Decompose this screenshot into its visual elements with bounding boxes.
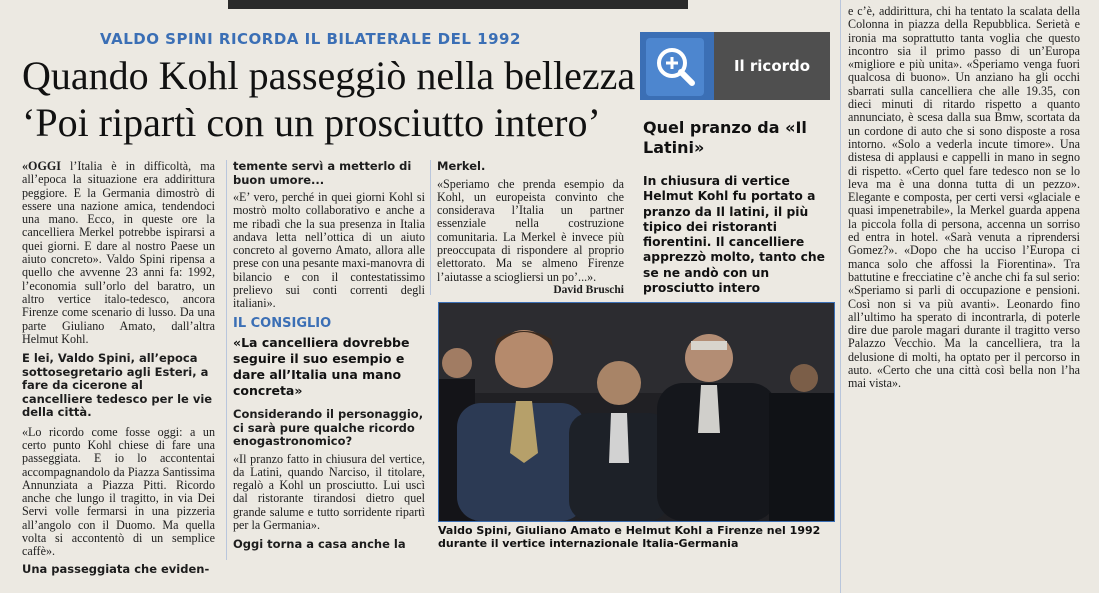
interview-question: Una passeggiata che eviden- [22,561,210,576]
ricordo-text: In chiusura di vertice Helmut Kohl fu portato a pranzo da Il latini, il più tipico dei ristoranti fiorentini. Il cancelliere apprezzò molto, tanto che se ne andò con un prosciutto intero [643,174,826,296]
headline-line-1: Quando Kohl passeggiò nella bellezza [22,53,636,98]
column-divider [430,160,431,295]
consiglio-quote: «La cancelliera dovrebbe seguire il suo esempio e dare all’Italia una mano concreta» [233,335,410,398]
interview-question: E lei, Valdo Spini, all’epoca sottosegretario agli Esteri, a fare da cicerone al cancelliere tedesco per le vie della città. [22,351,213,420]
article-column-3 [437,160,624,297]
interview-question: Merkel. [437,159,486,173]
column-divider [226,160,227,560]
article-column-5 [848,5,1080,391]
news-photo [438,302,835,522]
byline: David Bruschi [553,283,624,296]
lead-word: «OGGI [22,159,61,173]
paragraph: «Lo ricordo come fosse oggi: a un certo punto Kohl chiese di fare una passeggiata. E io lo accontentai accompagnandolo da Piazza Santissima Annunziata a Piazza Pitti. Ricordo anche che lungo il tragitto, in via Dei Servi volle fermarsi in una pizzeria all’angolo con il Duomo. Ma quella volta si accontentò di un semplice caffè». [22,424,215,559]
article-column-2-bottom [233,408,425,552]
interview-question: temente servì a metterlo di buon umore... [233,159,412,187]
article-column-1 [22,160,215,576]
interview-question: Oggi torna a casa anche la [233,537,406,552]
zoom-in-icon [646,38,704,96]
paragraph: «E’ vero, perché in quei giorni Kohl si mostrò molto collaborativo e anche a me ribadì che la sua presenza in Italia andava letta nell’ottica di un aiuto concreto al governo Amato, allora alle prese con una pesante maxi-manovra di bilancio e con il contestatissimo prelievo sui conti correnti degli italiani». [233,190,425,311]
interview-question: Considerando il personaggio, ci sarà pure qualche ricordo enogastronomico? [233,407,424,448]
kicker: VALDO SPINI RICORDA IL BILATERALE DEL 1992 [100,30,521,48]
headline-line-2: ‘Poi ripartì con un prosciutto intero’ [22,100,601,145]
caption-line-2: durante il vertice internazionale Italia-Germania [438,537,739,550]
column-divider [840,0,841,593]
ricordo-title: Quel pranzo da «Il Latini» [643,118,807,157]
ricordo-label: Il ricordo [714,32,830,100]
article-column-2 [233,160,425,311]
paragraph: e c’è, addirittura, chi ha tentato la scalata della Colonna in piazza della Repubblica. Serietà e ironia ma soprattutto tanta voglia che questo incontro sia il primo passo di un’Europa «migliore e più unita». «Speriamo venga fuori qualcosa di buono». Un anziano ha gli occhi sbarrati sulla cancelliera che alle 19.35, con dieci minuti di ritardo rispetto a quanto annunciato, è scesa dalla sua Bmw, scortata da un cordone di auto che si sono disposte a rosa intorno. «Solo a vederla incute timore». Una distesa di applausi e cappelli in mano in segno di rispetto. «Certo quel fare tedesco non se lo leva ma è una donna tutta di un pezzo». Elegante e composta, per certi versi «glaciale e quasi impenetrabile», la Merkel guarda appena la piccola folla di persona, accenna un sorriso ed entra in hotel. «Sarà venuta a riprendersi Gomez?». «Dopo che ha ucciso l’Europa ci manca solo che affossi la Fiorentina». Tra battutine e frecciatine c’è anche chi fa sul serio: «Speriamo si parli di occupazione e pensioni. Così non si va più avanti». Leonardo fino all’ultimo ha sperato di incontrarla, di poterle dire due parole magari durante il tragitto verso Palazzo Vecchio. Ma la cancelliera, tra la delusione di molti, ha optato per il percorso in auto. «Certo che una città così bella non l’ha mai vista». [848,4,1080,391]
headline [22,52,636,146]
consiglio-box [233,316,425,399]
caption-line-1: Valdo Spini, Giuliano Amato e Helmut Kohl a Firenze nel 1992 [438,524,821,537]
paragraph [22,160,215,346]
paragraph: «Speriamo che prenda esempio da Kohl, un europeista convinto che considerava l’Italia un partner essenziale nella costruzione comunitaria. La Merkel è invece più preoccupata di rispondere al proprio elettorato. Ma se almeno Firenze l’aiutasse a sciogliersi un po’...». [437,176,624,284]
consiglio-label: IL CONSIGLIO [233,316,332,331]
paragraph-text: l’Italia è in difficoltà, ma all’epoca la situazione era addirittura peggiore. E la Germania dimostrò di essere una nazione amica, tendendoci una mano. Ecco, in queste ore la cancelliera Merkel potrebbe ispirarsi a quei giorni. E dare al nostro Paese un aiuto concreto». Valdo Spini ripensa a quello che avvenne 23 anni fa: 1992, l’economia sull’orlo del baratro, un altro vertice italo-tedesco, ancora Firenze come scenario di lusso. Da una parte Giuliano Amato, dall’altra Helmut Kohl. [22,159,215,346]
top-image-edge [228,0,688,9]
photo-caption [438,524,838,550]
paragraph: «Il pranzo fatto in chiusura del vertice, da Latini, quando Narciso, il titolare, regalò a Kohl un prosciutto. Lui uscì dal ristorante tirandosi dietro quel grande salume e tutto sorridente ripartì per la Germania». [233,451,425,532]
